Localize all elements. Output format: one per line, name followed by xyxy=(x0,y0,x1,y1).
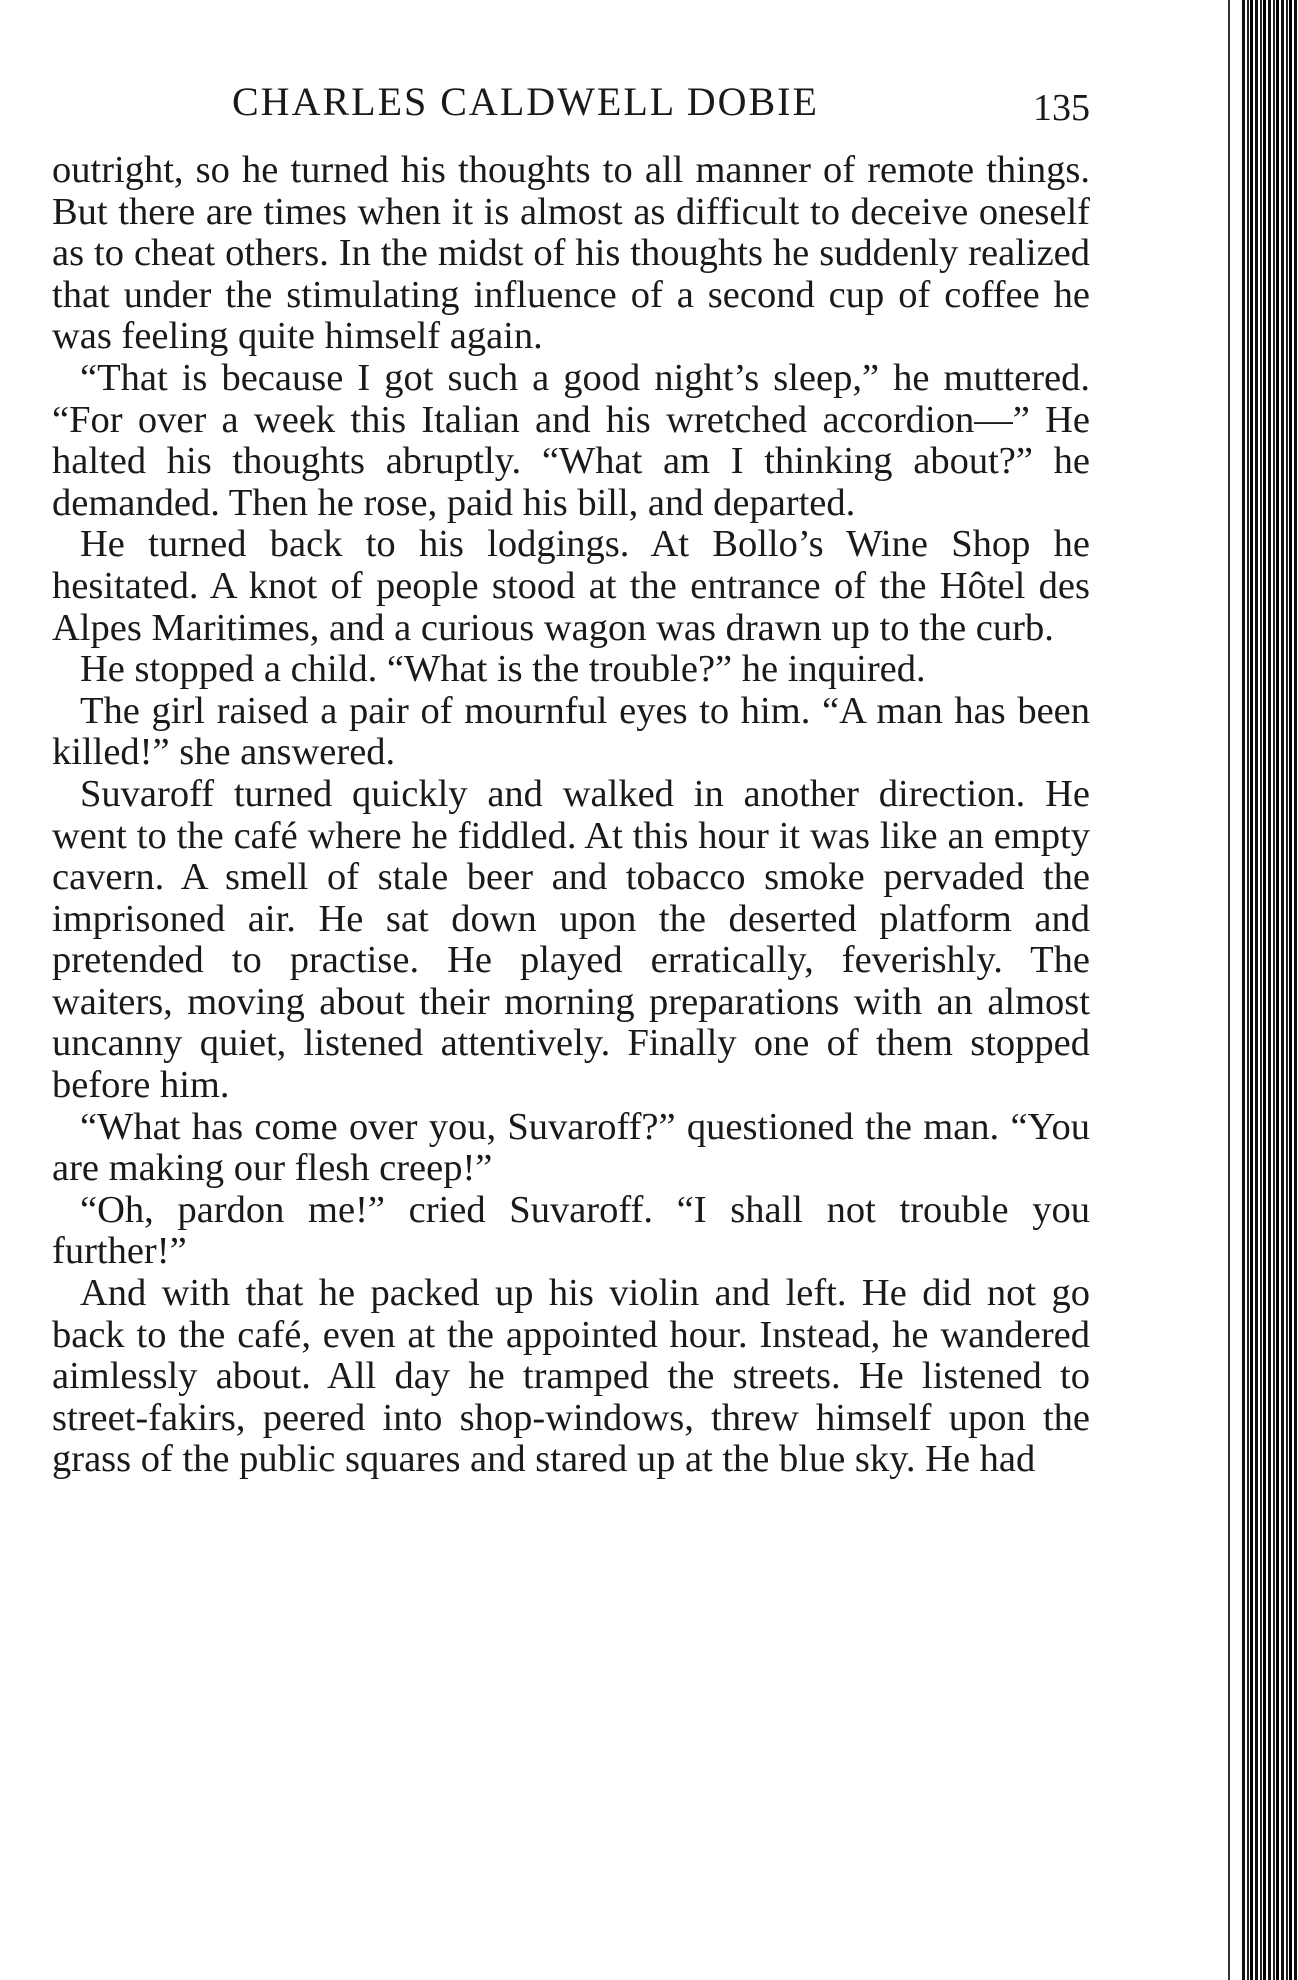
paragraph: He turned back to his lodgings. At Bollo’s Wine Shop he hesitated. A knot of people stood at the entrance of the Hôtel des Alpes Maritimes, and a curious wagon was drawn up to the curb. xyxy=(52,523,1090,649)
paragraph: Suvaroff turned quickly and walked in another direction. He went to the café where he fiddled. At this hour it was like an empty cavern. A smell of stale beer and tobacco smoke pervaded the imprisoned air. He sat down upon the deserted platform and pretended to practise. He played erratically, feverishly. The waiters, moving about their morning preparations with an almost uncanny quiet, listened attentively. Finally one of them stopped before him. xyxy=(52,772,1090,1107)
page-number: 135 xyxy=(1033,87,1090,129)
paragraph: “Oh, pardon me!” cried Suvaroff. “I shall not trouble you further!” xyxy=(52,1188,1090,1273)
paragraph-continued: outright, so he turned his thoughts to all manner of remote things. But there are times when it is almost as difficult to deceive oneself as to cheat others. In the midst of his thoughts he suddenly realized that under the stimulating influence of a second cup of coffee he was feeling quite himself again. xyxy=(52,149,1090,358)
body-text xyxy=(52,150,1090,1481)
paragraph: “That is because I got such a good night’s sleep,” he muttered. “For over a week this Italian and his wretched accordion—” He halted his thoughts abruptly. “What am I thinking about?” he demanded. Then he rose, paid his bill, and departed. xyxy=(52,356,1090,524)
book-binding-edge xyxy=(1242,0,1298,1980)
paragraph: “What has come over you, Suvaroff?” questioned the man. “You are making our flesh creep!” xyxy=(52,1105,1090,1190)
paragraph: The girl raised a pair of mournful eyes to him. “A man has been killed!” she answered. xyxy=(52,689,1090,774)
running-head xyxy=(52,72,1090,132)
running-title: CHARLES CALDWELL DOBIE xyxy=(232,79,819,124)
paragraph: He stopped a child. “What is the trouble?” he inquired. xyxy=(80,648,926,691)
paragraph: And with that he packed up his violin and left. He did not go back to the café, even at the appointed hour. Instead, he wandered aimlessly about. All day he tramped the streets. He listened to street-fakirs, peered into shop-windows, threw himself upon the grass of the public squares and stared up at the blue sky. He had xyxy=(52,1272,1090,1481)
